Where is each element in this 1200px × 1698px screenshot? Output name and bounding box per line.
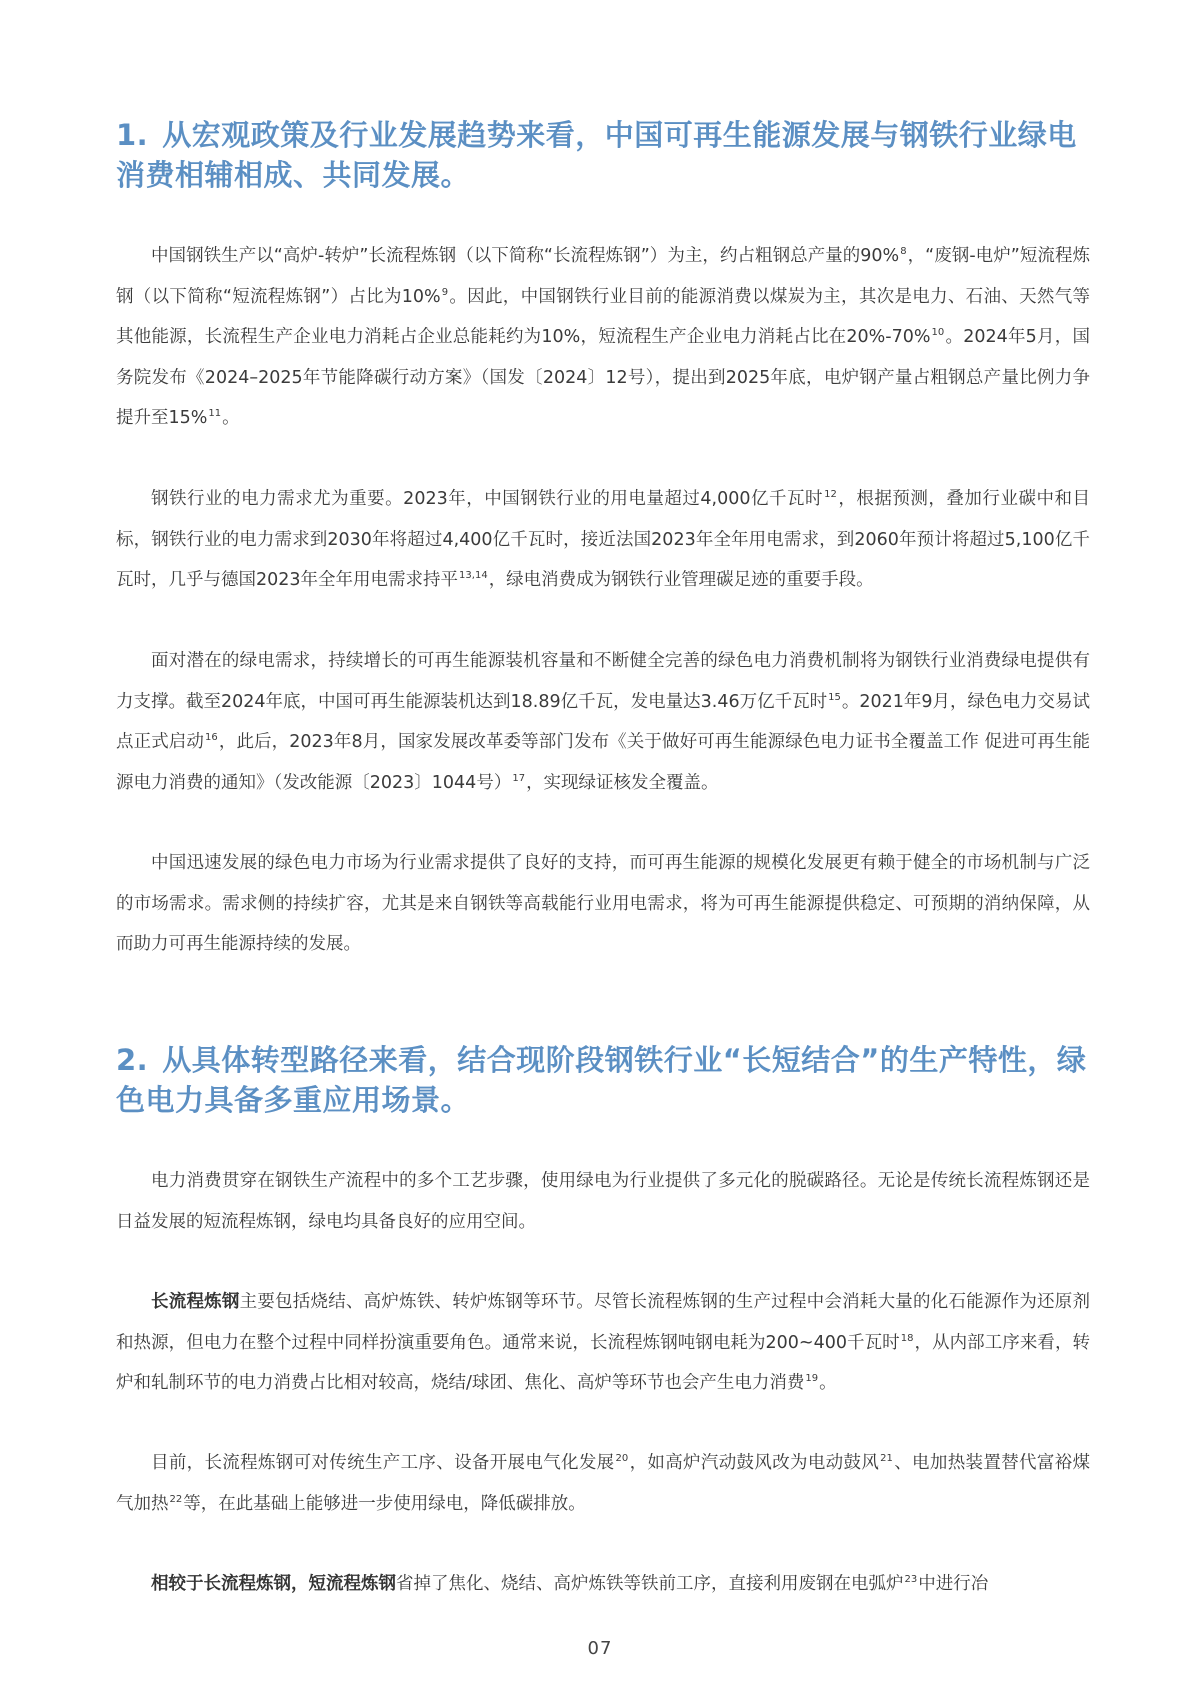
text-run: ，绿电消费成为钢铁行业管理碳足迹的重要手段。 xyxy=(488,570,874,590)
text-run: ，如高炉汽动鼓风改为电动鼓风 xyxy=(629,1453,880,1473)
footnote-ref: 19 xyxy=(805,1373,819,1384)
footnote-ref: 17 xyxy=(512,772,526,784)
section-2-paragraph-1: 电力消费贯穿在钢铁生产流程中的多个工艺步骤，使用绿电为行业提供了多元化的脱碳路径。无论是传统长流程炼钢还是日益发展的短流程炼钢，绿电均具备良好的应用空间。 xyxy=(116,1171,1090,1232)
text-run: 中国钢铁生产以“高炉-转炉”长流程炼钢（以下简称“长流程炼钢”）为主，约占粗钢总产量的90% xyxy=(151,246,900,266)
text-run: ，从内部工序来看，转炉和轧制环节的电力消费占比相对较高，烧结/球团、焦化、高炉等环节也会产生电力消费 xyxy=(116,1332,1091,1393)
section-1-paragraph-4: 中国迅速发展的绿色电力市场为行业需求提供了良好的支持，而可再生能源的规模化发展更有赖于健全的市场机制与广泛的市场需求。需求侧的持续扩容，尤其是来自钢铁等高载能行业用电需求，将为可再生能源提供稳定、可预期的消纳保障，从而助力可再生能源持续的发展。 xyxy=(116,853,1090,954)
section-2-heading-text: 从具体转型路径来看，结合现阶段钢铁行业“长短结合”的生产特性，绿色电力具备多重应用场景。 xyxy=(116,1043,1087,1117)
page-number: 07 xyxy=(587,1638,613,1659)
text-run: 。2021年9月，绿色电力交易试点正式启动 xyxy=(116,691,1091,752)
bold-term: 长流程炼钢 xyxy=(151,1292,240,1312)
section-1-heading-text: 从宏观政策及行业发展趋势来看，中国可再生能源发展与钢铁行业绿电消费相辅相成、共同发展。 xyxy=(116,118,1077,192)
text-run: 。 xyxy=(222,408,240,428)
text-run: 目前，长流程炼钢可对传统生产工序、设备开展电气化发展 xyxy=(151,1453,615,1473)
footnote-ref: 21 xyxy=(880,1453,893,1464)
text-run: 面对潜在的绿电需求，持续增长的可再生能源装机容量和不断健全完善的绿色电力消费机制将为钢铁行业消费绿电提供有力支撑。截至2024年底，中国可再生能源装机达到18.89亿千瓦，发电量达3.46万亿千瓦时 xyxy=(116,651,1090,712)
text-run: 、电加热装置替代富裕煤气加热 xyxy=(116,1453,1091,1514)
section-1-paragraph-2 xyxy=(116,479,1090,601)
footnote-ref: 11 xyxy=(208,408,222,419)
text-run: 等，在此基础上能够进一步使用绿电，降低碳排放。 xyxy=(183,1493,586,1514)
text-run: 中进行冶 xyxy=(918,1574,989,1594)
section-2-heading xyxy=(116,1040,1096,1120)
footnote-ref: 16 xyxy=(205,732,218,743)
text-run: 。因此，中国钢铁行业目前的能源消费以煤炭为主，其次是电力、石油、天然气等其他能源，长流程生产企业电力消耗占企业总能耗约为10%，短流程生产企业电力消耗占比在20%-70% xyxy=(116,286,1091,347)
text-run: 主要包括烧结、高炉炼铁、转炉炼钢等环节。尽管长流程炼钢的生产过程中会消耗大量的化石能源作为还原剂和热源，但电力在整个过程中同样扮演重要角色。通常来说，长流程炼钢吨钢电耗为200~400千瓦时 xyxy=(116,1292,1090,1353)
section-1-heading xyxy=(116,115,1096,195)
text-run: ，此后，2023年8月，国家发展改革委等部门发布《关于做好可再生能源绿色电力证书全覆盖工作 促进可再生能源电力消费的通知》（发改能源〔2023〕1044号） xyxy=(116,732,1090,793)
section-1-number: 1. xyxy=(116,118,149,152)
text-run: ，根据预测，叠加行业碳中和目标，钢铁行业的电力需求到2030年将超过4,400亿千瓦时，接近法国2023年全年用电需求，到2060年预计将超过5,100亿千瓦时，几乎与德国2023年全年用电需求持平 xyxy=(116,489,1090,590)
footnote-ref: 15 xyxy=(828,691,841,703)
text-run: ，实现绿证核发全覆盖。 xyxy=(526,772,719,793)
section-2-paragraph-3 xyxy=(116,1443,1090,1524)
footnote-ref: 13,14 xyxy=(459,570,488,581)
bold-term: 相较于长流程炼钢，短流程炼钢 xyxy=(151,1574,396,1594)
footnote-ref: 10 xyxy=(931,327,945,338)
footnote-ref: 20 xyxy=(615,1453,629,1464)
footnote-ref: 22 xyxy=(169,1493,183,1505)
section-2-number: 2. xyxy=(116,1043,149,1077)
footnote-ref: 12 xyxy=(824,489,837,500)
section-1-paragraph-3 xyxy=(116,641,1090,803)
text-run: 省掉了焦化、烧结、高炉炼铁等铁前工序，直接利用废钢在电弧炉 xyxy=(396,1574,904,1594)
section-2-paragraph-2 xyxy=(116,1282,1090,1404)
footnote-ref: 23 xyxy=(904,1574,918,1585)
section-1-paragraph-1 xyxy=(116,236,1090,439)
footnote-ref: 8 xyxy=(900,246,907,257)
footnote-ref: 18 xyxy=(900,1332,914,1344)
text-run: ，“废钢-电炉”短流程炼钢（以下简称“短流程炼钢”）占比为10% xyxy=(116,246,1090,307)
text-run: 钢铁行业的电力需求尤为重要。2023年，中国钢铁行业的用电量超过4,000亿千瓦时 xyxy=(151,489,824,509)
text-run: 。2024年5月，国务院发布《2024–2025年节能降碳行动方案》（国发〔2024〕12号），提出到2025年底，电炉钢产量占粗钢总产量比例力争提升至15% xyxy=(116,327,1090,428)
section-2-paragraph-4 xyxy=(116,1564,1090,1605)
footnote-ref: 9 xyxy=(441,286,449,298)
text-run: 。 xyxy=(819,1373,837,1393)
